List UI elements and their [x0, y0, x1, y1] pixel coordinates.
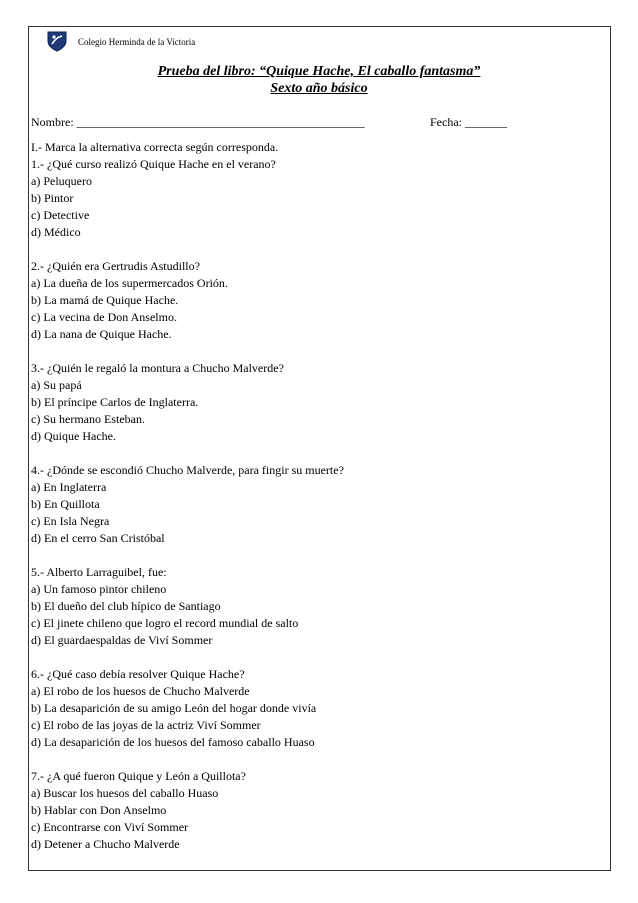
question-text: 6.- ¿Qué caso debía resolver Quique Hache? [31, 667, 245, 681]
option-a[interactable]: a) En Inglaterra [31, 480, 107, 494]
option-d[interactable]: d) La desaparición de los huesos del famoso caballo Huaso [31, 735, 315, 749]
option-d[interactable]: d) En el cerro San Cristóbal [31, 531, 165, 545]
option-d[interactable]: d) El guardaespaldas de Viví Sommer [31, 633, 213, 647]
date-field[interactable]: Fecha: _______ [430, 115, 507, 129]
student-fields [31, 115, 591, 130]
question-block [31, 258, 601, 343]
question-block [31, 156, 601, 241]
question-block [31, 564, 601, 649]
school-shield-logo-icon [46, 30, 68, 52]
question-block [31, 768, 601, 853]
question-text: 5.- Alberto Larraguibel, fue: [31, 565, 167, 579]
option-c[interactable]: c) Encontrarse con Viví Sommer [31, 820, 189, 834]
option-b[interactable]: b) La mamá de Quique Hache. [31, 293, 179, 307]
option-a[interactable]: a) Su papá [31, 378, 82, 392]
header [46, 30, 195, 52]
name-field[interactable]: Nombre: ________________________________________________ [31, 115, 365, 129]
grade-subtitle: Sexto año básico [270, 81, 368, 96]
question-block [31, 666, 601, 751]
questions-section [31, 139, 601, 870]
option-c[interactable]: c) La vecina de Don Anselmo. [31, 310, 177, 324]
question-text: 7.- ¿A qué fueron Quique y León a Quillota? [31, 769, 246, 783]
question-block [31, 360, 601, 445]
option-b[interactable]: b) En Quillota [31, 497, 100, 511]
school-name: Colegio Herminda de la Victoria [78, 37, 196, 47]
option-a[interactable]: a) La dueña de los supermercados Orión. [31, 276, 228, 290]
option-c[interactable]: c) Detective [31, 208, 90, 222]
option-d[interactable]: d) Quique Hache. [31, 429, 116, 443]
option-d[interactable]: d) Médico [31, 225, 81, 239]
option-c[interactable]: c) Su hermano Esteban. [31, 412, 145, 426]
test-title: Prueba del libro: “Quique Hache, El caballo fantasma” [157, 64, 481, 79]
question-text: 1.- ¿Qué curso realizó Quique Hache en el verano? [31, 157, 276, 171]
option-b[interactable]: b) El príncipe Carlos de Inglaterra. [31, 395, 199, 409]
option-c[interactable]: c) El jinete chileno que logro el record mundial de salto [31, 616, 299, 630]
question-text: 4.- ¿Dónde se escondió Chucho Malverde, para fingir su muerte? [31, 463, 344, 477]
option-b[interactable]: b) El dueño del club hípico de Santiago [31, 599, 221, 613]
option-a[interactable]: a) Buscar los huesos del caballo Huaso [31, 786, 219, 800]
option-a[interactable]: a) El robo de los huesos de Chucho Malverde [31, 684, 250, 698]
option-b[interactable]: b) La desaparición de su amigo León del hogar donde vivía [31, 701, 317, 715]
option-d[interactable]: d) Detener a Chucho Malverde [31, 837, 180, 851]
option-c[interactable]: c) El robo de las joyas de la actriz Viví Sommer [31, 718, 261, 732]
question-text: 3.- ¿Quién le regaló la montura a Chucho Malverde? [31, 361, 284, 375]
option-a[interactable]: a) Un famoso pintor chileno [31, 582, 167, 596]
question-text: 2.- ¿Quién era Gertrudis Astudillo? [31, 259, 200, 273]
option-c[interactable]: c) En Isla Negra [31, 514, 110, 528]
option-b[interactable]: b) Hablar con Don Anselmo [31, 803, 167, 817]
option-d[interactable]: d) La nana de Quique Hache. [31, 327, 172, 341]
option-b[interactable]: b) Pintor [31, 191, 74, 205]
instructions: I.- Marca la alternativa correcta según corresponda. [31, 140, 279, 154]
option-a[interactable]: a) Peluquero [31, 174, 92, 188]
question-block [31, 462, 601, 547]
